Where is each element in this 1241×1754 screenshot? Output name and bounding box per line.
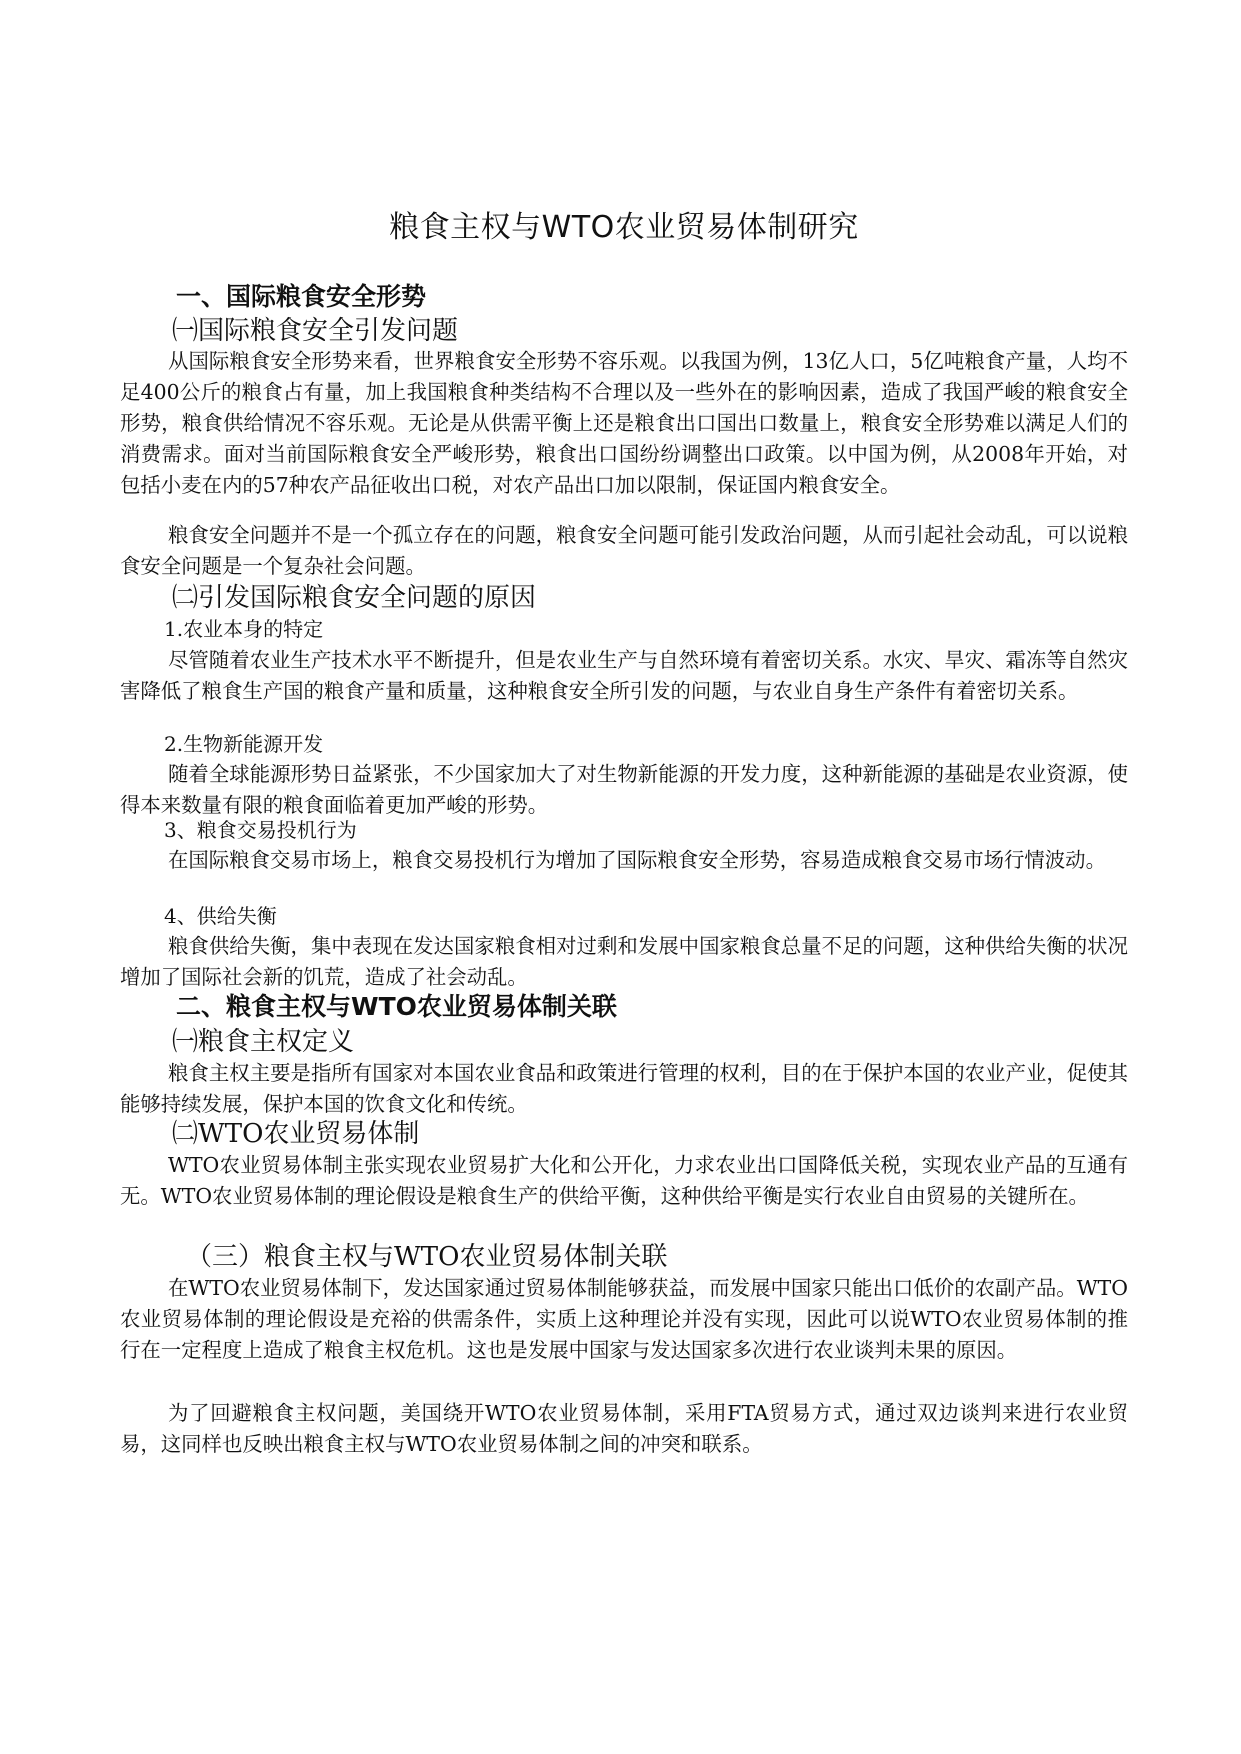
paragraph: 从国际粮食安全形势来看，世界粮食安全形势不容乐观。以我国为例，13亿人口，5亿吨粮食产量，人均不足400公斤的粮食占有量，加上我国粮食种类结构不合理以及一些外在的影响因素，造成了我国严峻的粮食安全形势，粮食供给情况不容乐观。无论是从供需平衡上还是粮食出口国出口数量上，粮食安全形势难以满足人们的消费需求。面对当前国际粮食安全严峻形势，粮食出口国纷纷调整出口政策。以中国为例，从2008年开始，对包括小麦在内的57种农产品征收出口税，对农产品出口加以限制，保证国内粮食安全。 xyxy=(120,349,1128,497)
item-heading: 1.农业本身的特定 xyxy=(164,617,324,641)
subsection-heading-1-2: ㈡引发国际粮食安全问题的原因 xyxy=(172,583,537,613)
subsection-heading-2-2: ㈡WTO农业贸易体制 xyxy=(172,1119,420,1149)
subsection-heading-2-1: ㈠粮食主权定义 xyxy=(172,1027,355,1057)
paragraph: WTO农业贸易体制主张实现农业贸易扩大化和公开化，力求农业出口国降低关税，实现农业产品的互通有无。WTO农业贸易体制的理论假设是粮食生产的供给平衡，这种供给平衡是实行农业自由贸易的关键所在。 xyxy=(120,1153,1128,1208)
paragraph: 粮食主权主要是指所有国家对本国农业食品和政策进行管理的权利，目的在于保护本国的农业产业，促使其能够持续发展，保护本国的饮食文化和传统。 xyxy=(120,1061,1128,1116)
paragraph: 粮食安全问题并不是一个孤立存在的问题，粮食安全问题可能引发政治问题，从而引起社会动乱，可以说粮食安全问题是一个复杂社会问题。 xyxy=(120,523,1128,578)
subsection-heading-1-1: ㈠国际粮食安全引发问题 xyxy=(172,316,459,346)
item-heading: 4、供给失衡 xyxy=(164,904,277,928)
paragraph: 为了回避粮食主权问题，美国绕开WTO农业贸易体制，采用FTA贸易方式，通过双边谈判来进行农业贸易，这同样也反映出粮食主权与WTO农业贸易体制之间的冲突和联系。 xyxy=(120,1401,1128,1456)
item-heading: 2.生物新能源开发 xyxy=(164,732,324,756)
section-heading-2: 二、粮食主权与WTO农业贸易体制关联 xyxy=(176,992,617,1021)
paragraph: 在国际粮食交易市场上，粮食交易投机行为增加了国际粮食安全形势，容易造成粮食交易市场行情波动。 xyxy=(168,848,1106,872)
section-heading-1: 一、国际粮食安全形势 xyxy=(176,282,427,311)
subsection-heading-2-3: （三）粮食主权与WTO农业贸易体制关联 xyxy=(186,1242,668,1272)
item-heading: 3、粮食交易投机行为 xyxy=(164,818,357,842)
paragraph: 粮食供给失衡，集中表现在发达国家粮食相对过剩和发展中国家粮食总量不足的问题，这种供给失衡的状况增加了国际社会新的饥荒，造成了社会动乱。 xyxy=(120,934,1128,989)
paragraph: 尽管随着农业生产技术水平不断提升，但是农业生产与自然环境有着密切关系。水灾、旱灾、霜冻等自然灾害降低了粮食生产国的粮食产量和质量，这种粮食安全所引发的问题，与农业自身生产条件有着密切关系。 xyxy=(120,648,1128,703)
paragraph: 随着全球能源形势日益紧张，不少国家加大了对生物新能源的开发力度，这种新能源的基础是农业资源，使得本来数量有限的粮食面临着更加严峻的形势。 xyxy=(120,762,1128,817)
document-title: 粮食主权与WTO农业贸易体制研究 xyxy=(389,210,859,245)
paragraph: 在WTO农业贸易体制下，发达国家通过贸易体制能够获益，而发展中国家只能出口低价的农副产品。WTO农业贸易体制的理论假设是充裕的供需条件，实质上这种理论并没有实现，因此可以说WTO农业贸易体制的推行在一定程度上造成了粮食主权危机。这也是发展中国家与发达国家多次进行农业谈判未果的原因。 xyxy=(120,1276,1128,1362)
